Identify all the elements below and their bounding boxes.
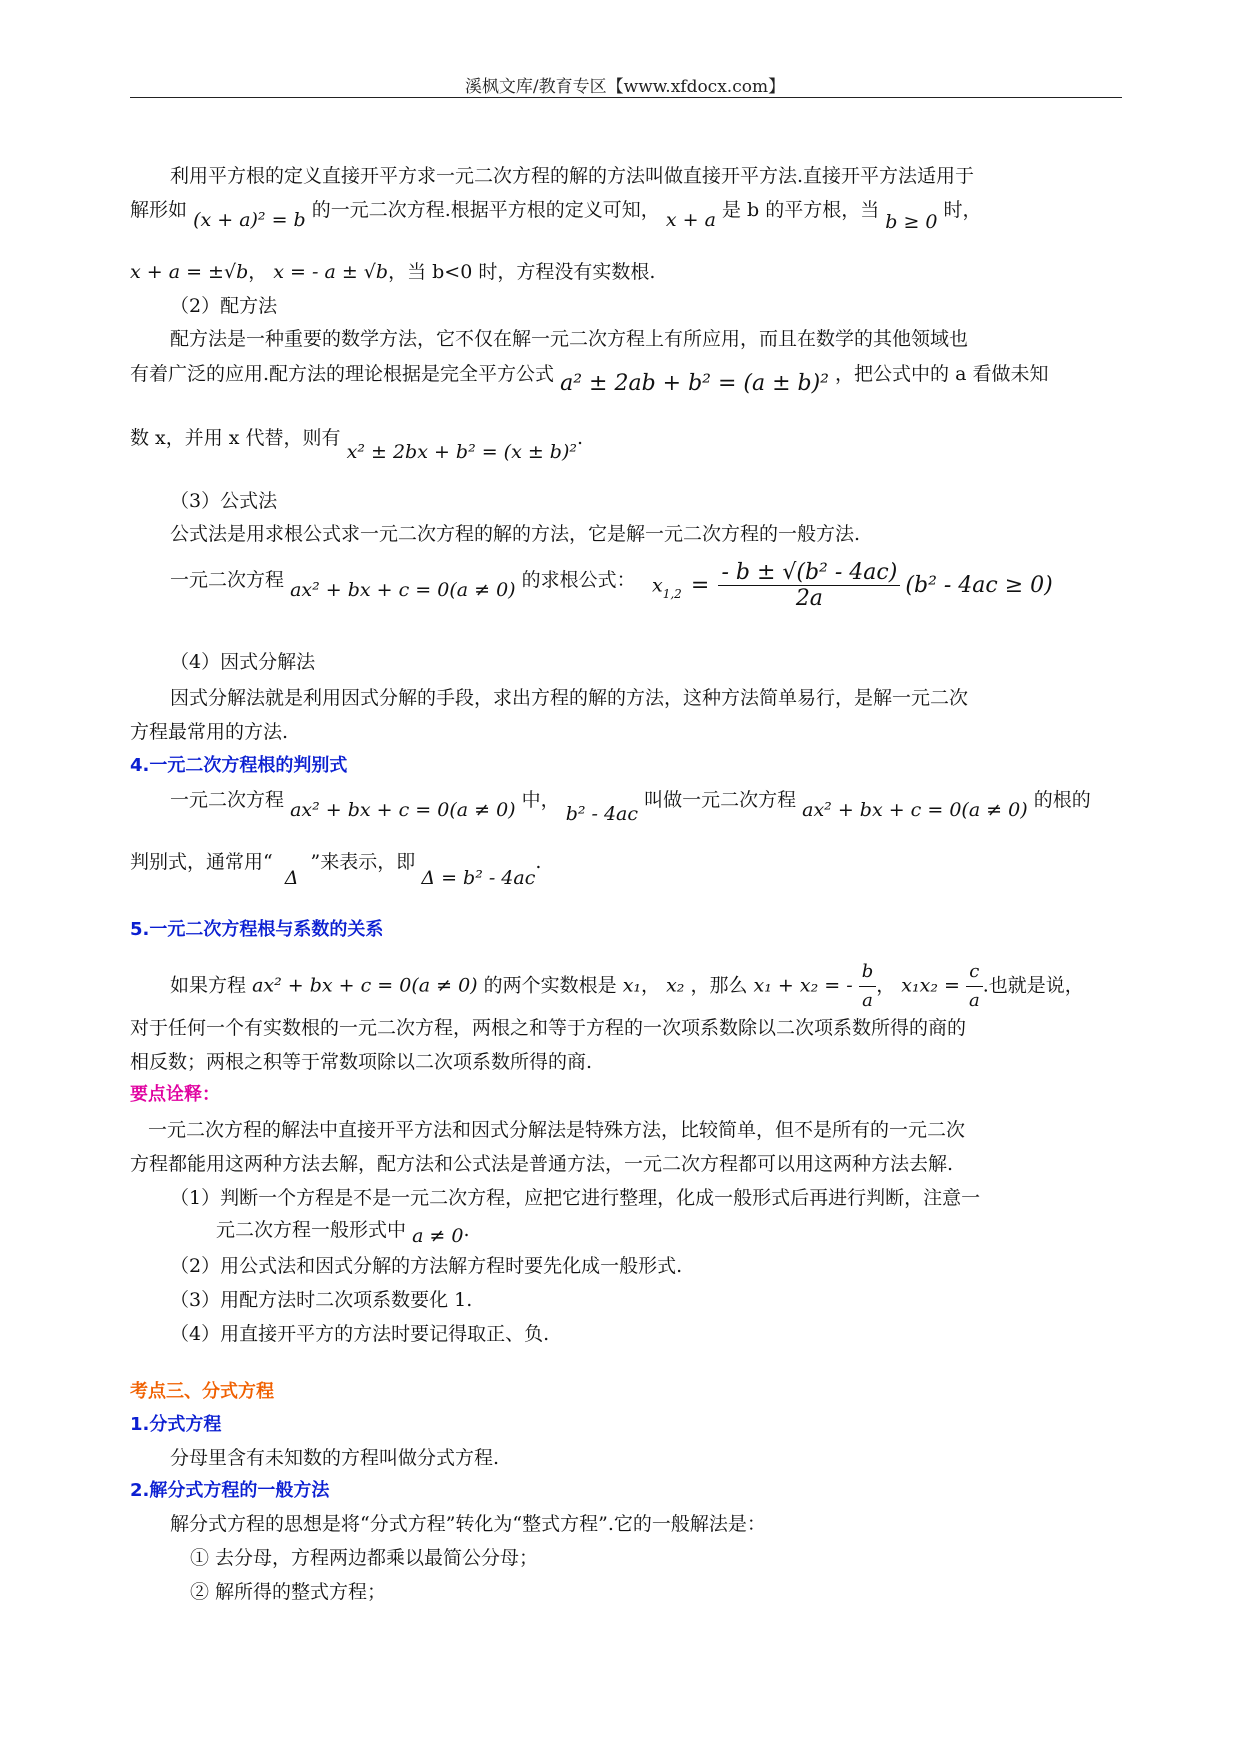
paragraph-line: 对于任何一个有实数根的一元二次方程，两根之和等于方程的一次项系数除以二次项系数所得的商的 [130,1017,967,1039]
math-formula: x₁ + x₂ = - [753,974,853,997]
subsection-title: （4）因式分解法 [170,651,316,673]
section-heading: 5.一元二次方程根与系数的关系 [130,919,384,940]
paragraph-line: 因式分解法就是利用因式分解的手段，求出方程的解的方法，这种方法简单易行，是解一元二次 [170,687,969,709]
paragraph-line: 一元二次方程 ax² + bx + c = 0(a ≠ 0) 中， b² - 4ac 叫做一元二次方程 ax² + bx + c = 0(a ≠ 0) 的根的 [170,789,1091,825]
paragraph-line: 如果方程 ax² + bx + c = 0(a ≠ 0) 的两个实数根是 x₁， x₂ ，那么 x₁ + x₂ = - $\frac{b}{a}$ ， x₁x₂ = $\frac{c}{a}$ .也就是说， [130,958,1160,1015]
header-divider [130,97,1122,98]
quadratic-formula: $x_{1,2}$ = $\frac{\text{- b ± √(b² - 4ac)}}{2a}$ (b² - 4ac ≥ 0) [652,560,1053,611]
list-item: （2）用公式法和因式分解的方法解方程时要先化成一般形式. [170,1255,683,1277]
math-formula: ax² + bx + c = 0(a ≠ 0) [252,974,478,997]
math-formula: x₁ [622,974,642,997]
paragraph-line: 一元二次方程 ax² + bx + c = 0(a ≠ 0) 的求根公式： [170,569,636,601]
subsection-title: （2）配方法 [170,295,278,317]
math-formula: x² ± 2bx + b² = (x ± b)² [346,441,578,463]
math-formula: x₁x₂ = [901,974,960,997]
fraction: $\frac{\text{- b ± √(b² - 4ac)}}{2a}$ [718,560,900,611]
list-item: ① 去分母，方程两边都乘以最简公分母； [190,1547,539,1569]
paragraph-line: 配方法是一种重要的数学方法，它不仅在解一元二次方程上有所应用，而且在数学的其他领域也 [170,328,969,350]
paragraph-line: 方程都能用这两种方法去解，配方法和公式法是普通方法，一元二次方程都可以用这两种方法去解. [130,1153,954,1175]
section-heading: 4.一元二次方程根的判别式 [130,755,348,776]
math-formula: (x + a)² = b [193,209,306,231]
list-item: （4）用直接开平方的方法时要记得取正、负. [170,1323,550,1345]
fraction: $\frac{c}{a}$ [966,958,983,1015]
section-heading: 要点诠释： [130,1084,220,1105]
math-formula: ax² + bx + c = 0(a ≠ 0) [802,799,1028,821]
fraction: $\frac{b}{a}$ [859,958,877,1015]
math-formula: a ≠ 0 [412,1225,464,1247]
paragraph-line: 相反数；两根之积等于常数项除以二次项系数所得的商. [130,1051,593,1073]
paragraph-line: 公式法是用求根公式求一元二次方程的解的方法，它是解一元二次方程的一般方法. [170,523,861,545]
paragraph-line: x + a = ±√b， x = - a ± √b，当 b<0 时，方程没有实数根. [130,261,656,283]
list-item: （3）用配方法时二次项系数要化 1. [170,1289,473,1311]
list-item: 元二次方程一般形式中 a ≠ 0. [216,1219,470,1247]
math-formula: b ≥ 0 [885,211,938,233]
subsection-title: （3）公式法 [170,490,278,512]
page-header: 溪枫文库/教育专区【www.xfdocx.com】 [464,77,786,97]
math-formula: x = - a ± √b [273,261,389,283]
subsection-heading: 2.解分式方程的一般方法 [130,1480,330,1501]
paragraph-line: 判别式，通常用“ Δ ”来表示，即 Δ = b² - 4ac. [130,851,542,889]
paragraph-line: 有着广泛的应用.配方法的理论根据是完全平方公式 a² ± 2ab + b² = (a ± b)² ，把公式中的 a 看做未知 [130,363,1049,396]
math-formula: x + a = ±√b [130,261,249,283]
paragraph-line: 一元二次方程的解法中直接开平方法和因式分解法是特殊方法，比较简单，但不是所有的一元二次 [148,1119,966,1141]
math-formula: a² ± 2ab + b² = (a ± b)² [560,371,829,396]
paragraph-line: 利用平方根的定义直接开平方求一元二次方程的解的方法叫做直接开平方法.直接开平方法适用于 [170,165,975,187]
math-formula: x + a [665,209,716,231]
math-formula: x₂ [666,974,685,997]
paragraph-line: 解分式方程的思想是将“分式方程”转化为“整式方程”.它的一般解法是： [170,1513,766,1535]
paragraph-line: 解形如 (x + a)² = b 的一元二次方程.根据平方根的定义可知， x + a 是 b 的平方根，当 b ≥ 0 时， [130,199,982,233]
math-formula: ax² + bx + c = 0(a ≠ 0) [290,799,516,821]
math-formula: ax² + bx + c = 0(a ≠ 0) [290,579,516,601]
section-heading: 考点三、分式方程 [130,1381,274,1402]
subsection-heading: 1.分式方程 [130,1414,222,1435]
list-item: ② 解所得的整式方程； [190,1581,387,1603]
paragraph-line: 分母里含有未知数的方程叫做分式方程. [170,1447,500,1469]
delta-symbol: Δ [284,867,299,889]
math-formula: b² - 4ac [565,803,639,825]
paragraph-line: 数 x，并用 x 代替，则有 x² ± 2bx + b² = (x ± b)². [130,427,584,463]
list-item: （1）判断一个方程是不是一元二次方程，应把它进行整理，化成一般形式后再进行判断，注意一 [170,1187,981,1209]
paragraph-line: 方程最常用的方法. [130,721,289,743]
math-formula: Δ = b² - 4ac [421,867,536,889]
